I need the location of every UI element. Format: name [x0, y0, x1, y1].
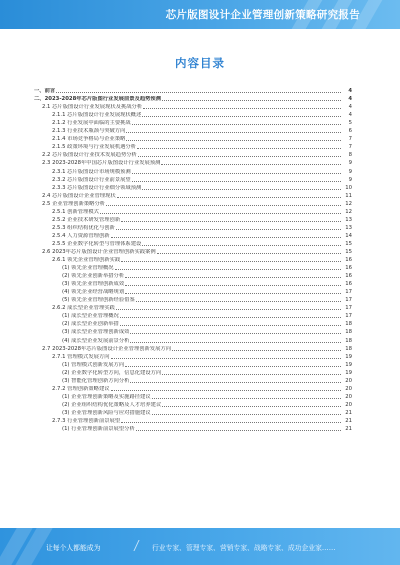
toc-entry[interactable]	[34, 199, 352, 207]
toc-entry[interactable]	[34, 295, 352, 303]
toc-entry-label: 2.6.1 领先企业管理创新实践	[52, 257, 121, 264]
toc-leader-dots	[121, 221, 341, 222]
toc-entry-page-number: 4	[348, 96, 352, 103]
toc-leader-dots	[115, 269, 341, 270]
toc-entry-page-number: 21	[345, 426, 352, 433]
toc-entry-label: 2.7.3 行业管理创新前景展望	[52, 417, 121, 424]
toc-leader-dots	[172, 350, 341, 351]
toc-entry-label: 2.5.5 企业数字化转型与管理体系建设	[52, 240, 142, 247]
toc-leader-dots	[126, 132, 341, 133]
toc-entry-page-number: 14	[345, 232, 352, 239]
toc-entry-page-number: 16	[345, 281, 352, 288]
toc-entry[interactable]	[34, 247, 352, 255]
toc-entry-page-number: 19	[345, 369, 352, 376]
toc-leader-dots	[111, 390, 341, 391]
toc-entry-page-number: 21	[345, 409, 352, 416]
toc-entry-label: 2.6.2 成长型企业管理实践	[52, 305, 115, 312]
toc-leader-dots	[116, 309, 341, 310]
toc-leader-dots	[125, 285, 341, 286]
toc-entry[interactable]	[34, 352, 352, 360]
toc-entry-page-number: 9	[348, 160, 352, 167]
toc-entry-label: 2.1.1 芯片版图设计行业发展现状概述	[52, 112, 142, 119]
toc-entry[interactable]	[34, 400, 352, 408]
toc-entry-page-number: 9	[348, 168, 352, 175]
toc-entry-page-number: 10	[345, 184, 352, 191]
toc-entry[interactable]	[34, 158, 352, 166]
toc-leader-dots	[130, 382, 341, 383]
toc-entry[interactable]	[34, 392, 352, 400]
toc-entry-page-number: 18	[345, 337, 352, 344]
toc-entry-label: 2.1.5 政策环境与行业发展机遇分析	[52, 144, 137, 151]
toc-leader-dots	[125, 366, 341, 367]
toc-entry-page-number: 4	[348, 112, 352, 119]
toc-entry-label: 2.3.2 芯片版图设计行业前景展望	[52, 176, 131, 183]
toc-entry-page-number: 12	[345, 200, 352, 207]
toc-entry-page-number: 19	[345, 361, 352, 368]
toc-entry[interactable]	[34, 142, 352, 150]
toc-leader-dots	[121, 261, 341, 262]
toc-entry[interactable]	[34, 183, 352, 191]
toc-entry-label: 2.1.4 市场竞争格局与企业策略	[52, 136, 126, 143]
toc-entry-label: (1) 管理模式创新发展方向	[62, 361, 125, 368]
toc-entry[interactable]	[34, 271, 352, 279]
toc-entry[interactable]	[34, 134, 352, 142]
toc-entry-label: (3) 企业管理创新风险与应对措施建议	[62, 409, 151, 416]
report-title: 芯片版图设计企业管理创新策略研究报告	[165, 9, 360, 21]
toc-leader-dots	[157, 253, 341, 254]
toc-leader-dots	[111, 358, 341, 359]
toc-entry[interactable]	[34, 335, 352, 343]
toc-leader-dots	[125, 277, 341, 278]
toc-entry-label: (1) 企业管理创新策略及实施路径建议	[62, 393, 151, 400]
toc-leader-dots	[116, 229, 341, 230]
toc-entry[interactable]	[34, 175, 352, 183]
toc-entry[interactable]	[34, 223, 352, 231]
toc-leader-dots	[132, 124, 341, 125]
toc-entry-label: 2.3.3 芯片版图设计行业细分领域预测	[52, 184, 142, 191]
toc-entry-page-number: 17	[345, 297, 352, 304]
toc-entry-page-number: 4	[348, 88, 352, 95]
toc-leader-dots	[138, 156, 341, 157]
toc-entry-label: (1) 成长型企业管理概况	[62, 313, 119, 320]
toc-entry-page-number: 4	[348, 104, 352, 111]
toc-entry-page-number: 21	[345, 417, 352, 424]
toc-entry-label: (5) 领先企业管理创新经验借鉴	[62, 297, 135, 304]
toc-entry[interactable]	[34, 166, 352, 174]
toc-leader-dots	[137, 148, 341, 149]
toc-entry[interactable]	[34, 311, 352, 319]
toc-entry-label: (4) 领先企业经营战略规划	[62, 289, 125, 296]
toc-entry-label: 2.6 2023年芯片版图设计企业管理创新实践案例	[42, 248, 156, 255]
footer-separator	[133, 540, 146, 551]
toc-entry-page-number: 8	[348, 152, 352, 159]
toc-entry[interactable]	[34, 287, 352, 295]
toc-entry-label: 2.7.2 管理创新策略建议	[52, 385, 110, 392]
toc-entry-label: 2.1 芯片版图设计行业发展现状及挑战分析	[42, 104, 143, 111]
toc-entry[interactable]	[34, 368, 352, 376]
toc-entry[interactable]	[34, 319, 352, 327]
toc-leader-dots	[117, 197, 341, 198]
toc-entry-label: (2) 成长型企业创新举措	[62, 321, 119, 328]
toc-entry-label: (2) 领先企业创新举措分析	[62, 273, 125, 280]
toc-entry[interactable]	[34, 384, 352, 392]
toc-entry-page-number: 16	[345, 257, 352, 264]
toc-leader-dots	[136, 301, 341, 302]
toc-entry-page-number: 16	[345, 273, 352, 280]
toc-entry[interactable]	[34, 110, 352, 118]
toc-leader-dots	[162, 100, 341, 101]
toc-entry[interactable]	[34, 255, 352, 263]
toc-entry[interactable]	[34, 191, 352, 199]
footer-roles: 行业专家、管理专家、营销专家、战略专家、成功企业家……	[152, 544, 336, 552]
toc-entry[interactable]	[34, 327, 352, 335]
toc-entry-page-number: 13	[345, 224, 352, 231]
toc-entry[interactable]	[34, 102, 352, 110]
toc-leader-dots	[132, 181, 341, 182]
toc-entry[interactable]	[34, 303, 352, 311]
toc-entry-page-number: 13	[345, 216, 352, 223]
toc-leader-dots	[125, 293, 341, 294]
toc-leader-dots	[142, 189, 341, 190]
toc-heading: 内容目录	[175, 56, 225, 70]
toc-entry[interactable]	[34, 416, 352, 424]
toc-entry-page-number: 17	[345, 289, 352, 296]
toc-entry-page-number: 11	[345, 192, 352, 199]
toc-entry-label: 一、前言	[34, 88, 56, 95]
toc-entry-page-number: 7	[348, 144, 352, 151]
toc-entry[interactable]	[34, 231, 352, 239]
toc-entry[interactable]	[34, 360, 352, 368]
toc-entry-page-number: 17	[345, 305, 352, 312]
toc-leader-dots	[132, 173, 341, 174]
toc-entry-label: (2) 企业组织结构优化策略及人才培养建议	[62, 401, 162, 408]
toc-entry-page-number: 6	[348, 128, 352, 135]
toc-entry-label: (3) 成长型企业管理创新成效	[62, 329, 130, 336]
toc-entry[interactable]	[34, 279, 352, 287]
toc-entry-label: (3) 智能化管理创新方向分析	[62, 377, 130, 384]
toc-entry-label: 2.7.1 管理模式发展方向	[52, 353, 110, 360]
toc-leader-dots	[120, 317, 341, 318]
toc-leader-dots	[56, 92, 341, 93]
toc-entry[interactable]	[34, 263, 352, 271]
toc-entry[interactable]	[34, 408, 352, 416]
toc-entry-label: (3) 领先企业管理创新成效	[62, 281, 125, 288]
footer-slogan: 让每个人都能成为	[46, 544, 101, 552]
toc-entry-label: 2.5.3 组织结构优化与创新	[52, 224, 115, 231]
toc-leader-dots	[142, 245, 341, 246]
toc-entry[interactable]	[34, 376, 352, 384]
toc-entry[interactable]	[34, 94, 352, 102]
toc-entry[interactable]	[34, 150, 352, 158]
toc-entry-label: 2.5.2 企业技术研发管理创新	[52, 216, 121, 223]
toc-entry-page-number: 20	[345, 377, 352, 384]
toc-leader-dots	[100, 213, 341, 214]
toc-entry[interactable]	[34, 126, 352, 134]
toc-entry-page-number: 5	[348, 120, 352, 127]
toc-entry[interactable]	[34, 344, 352, 352]
toc-entry-page-number: 20	[345, 401, 352, 408]
toc-leader-dots	[130, 342, 341, 343]
toc-entry-label: (1) 领先企业管理概况	[62, 265, 114, 272]
toc-leader-dots	[136, 430, 341, 431]
toc-entry-label: 2.3 2023-2028年中国芯片版图设计行业发展预测	[42, 160, 161, 167]
toc-leader-dots	[126, 140, 341, 141]
toc-entry-page-number: 18	[345, 329, 352, 336]
toc-entry-label: (2) 企业数字化转型方向，信息化建设方向	[62, 369, 162, 376]
toc-entry[interactable]	[34, 86, 352, 94]
toc-entry[interactable]	[34, 207, 352, 215]
toc-entry-label: (4) 成长型企业发展前景分析	[62, 337, 130, 344]
toc-entry-page-number: 16	[345, 265, 352, 272]
toc-leader-dots	[120, 325, 341, 326]
toc-entry-page-number: 12	[345, 208, 352, 215]
footer-banner	[0, 528, 400, 565]
toc-entry-page-number: 20	[345, 393, 352, 400]
toc-entry-page-number: 9	[348, 176, 352, 183]
report-header-banner	[0, 0, 400, 29]
toc-leader-dots	[162, 406, 341, 407]
toc-entry-label: (1) 行业管理创新前景展望分析	[62, 426, 135, 433]
toc-entry-label: 2.5.1 创新管理模式	[52, 208, 99, 215]
toc-leader-dots	[121, 422, 341, 423]
toc-entry-label: 2.4 芯片版图设计企业管理现状	[42, 192, 116, 199]
toc-entry[interactable]	[34, 215, 352, 223]
toc-leader-dots	[106, 205, 341, 206]
toc-entry-page-number: 17	[345, 313, 352, 320]
toc-entry-page-number: 18	[345, 345, 352, 352]
toc-leader-dots	[130, 333, 341, 334]
toc-leader-dots	[161, 164, 341, 165]
toc-entry-label: 2.5 企业管理创新策略分析	[42, 200, 106, 207]
toc-entry-page-number: 7	[348, 136, 352, 143]
toc-leader-dots	[142, 116, 341, 117]
toc-entry-page-number: 18	[345, 321, 352, 328]
toc-entry-label: 2.3.1 芯片版图设计市场规模预测	[52, 168, 131, 175]
toc-entry[interactable]	[34, 424, 352, 432]
toc-entry-page-number: 19	[345, 353, 352, 360]
toc-entry-page-number: 15	[345, 240, 352, 247]
toc-leader-dots	[111, 237, 341, 238]
toc-leader-dots	[162, 374, 341, 375]
toc-leader-dots	[152, 414, 341, 415]
toc-entry-label: 2.5.4 人力资源管理创新	[52, 232, 110, 239]
toc-entry-label: 二、2023-2028年芯片版图行业发展前景及趋势预测	[34, 96, 162, 103]
toc-entry[interactable]	[34, 118, 352, 126]
table-of-contents	[34, 86, 352, 432]
toc-entry-label: 2.7 2023-2028年芯片版图设计企业管理创新发展方向	[42, 345, 172, 352]
toc-entry-page-number: 20	[345, 385, 352, 392]
toc-leader-dots	[152, 398, 341, 399]
toc-entry-label: 2.1.2 行业发展中面临的主要挑战	[52, 120, 131, 127]
toc-entry[interactable]	[34, 239, 352, 247]
toc-leader-dots	[143, 108, 341, 109]
toc-entry-page-number: 15	[345, 248, 352, 255]
toc-entry-label: 2.1.3 行业技术瓶颈与突破方向	[52, 128, 126, 135]
toc-entry-label: 2.2 芯片版图设计行业技术发展趋势分析	[42, 152, 137, 159]
